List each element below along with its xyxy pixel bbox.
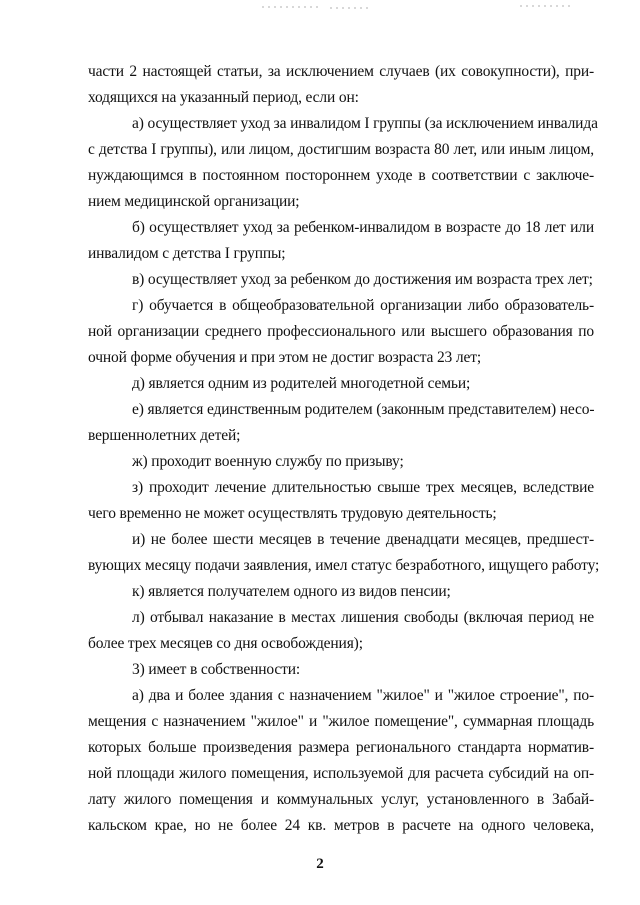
- text-line: чего временно не может осуществлять трудовую деятельность;: [88, 505, 497, 522]
- text-line: ной площади жилого помещения, используемой для расчета субсидий на оп-: [88, 765, 594, 782]
- text-line: г) обучается в общеобразовательной организации либо образователь-: [132, 297, 594, 314]
- text-line: лату жилого помещения и коммунальных услуг, установленного в Забай-: [88, 791, 594, 808]
- text-line: з) проходит лечение длительностью свыше трех месяцев, вследствие: [132, 479, 594, 496]
- text-line: б) осуществляет уход за ребенком-инвалидом в возрасте до 18 лет или: [132, 219, 594, 236]
- text-line: а) два и более здания с назначением "жилое" и "жилое строение", по-: [132, 687, 594, 704]
- text-line: более трех месяцев со дня освобождения);: [88, 635, 363, 652]
- text-line: мещения с назначением "жилое" и "жилое помещение", суммарная площадь: [88, 713, 594, 730]
- text-line: к) является получателем одного из видов пенсии;: [132, 583, 451, 600]
- scan-artifact: [262, 6, 322, 8]
- text-line: л) отбывал наказание в местах лишения свободы (включая период не: [132, 609, 594, 626]
- text-line: кальском крае, но не более 24 кв. метров в расчете на одного человека,: [88, 817, 594, 834]
- text-line: и) не более шести месяцев в течение двенадцати месяцев, предшест-: [132, 531, 594, 548]
- text-line: части 2 настоящей статьи, за исключением случаев (их совокупности), при-: [88, 63, 594, 80]
- text-line: нием медицинской организации;: [88, 193, 300, 210]
- text-line: е) является единственным родителем (законным представителем) несо-: [132, 401, 595, 418]
- text-line: а) осуществляет уход за инвалидом I группы (за исключением инвалида: [132, 115, 598, 132]
- text-line: ходящихся на указанный период, если он:: [88, 89, 359, 106]
- text-line: которых больше произведения размера регионального стандарта норматив-: [88, 739, 594, 756]
- text-line: ной организации среднего профессионального или высшего образования по: [88, 323, 594, 340]
- text-line: вующих месяцу подачи заявления, имел статус безработного, ищущего работу;: [88, 557, 600, 574]
- text-line: в) осуществляет уход за ребенком до достижения им возраста трех лет;: [132, 271, 593, 288]
- text-line: нуждающимся в постоянном постороннем уходе в соответствии с заключе-: [88, 167, 594, 184]
- scan-artifact: [520, 5, 570, 7]
- text-line: инвалидом с детства I группы;: [88, 245, 286, 262]
- text-line: 3) имеет в собственности:: [132, 661, 300, 678]
- scan-artifact: [330, 7, 370, 9]
- text-line: д) является одним из родителей многодетной семьи;: [132, 375, 471, 392]
- text-line: вершеннолетних детей;: [88, 427, 241, 444]
- text-line: очной форме обучения и при этом не достиг возраста 23 лет;: [88, 349, 481, 366]
- page-number: 2: [316, 856, 324, 872]
- document-body: [88, 59, 600, 839]
- text-line: ж) проходит военную службу по призыву;: [132, 453, 404, 470]
- text-line: с детства I группы), или лицом, достигшим возраста 80 лет, или иным лицом,: [88, 141, 594, 158]
